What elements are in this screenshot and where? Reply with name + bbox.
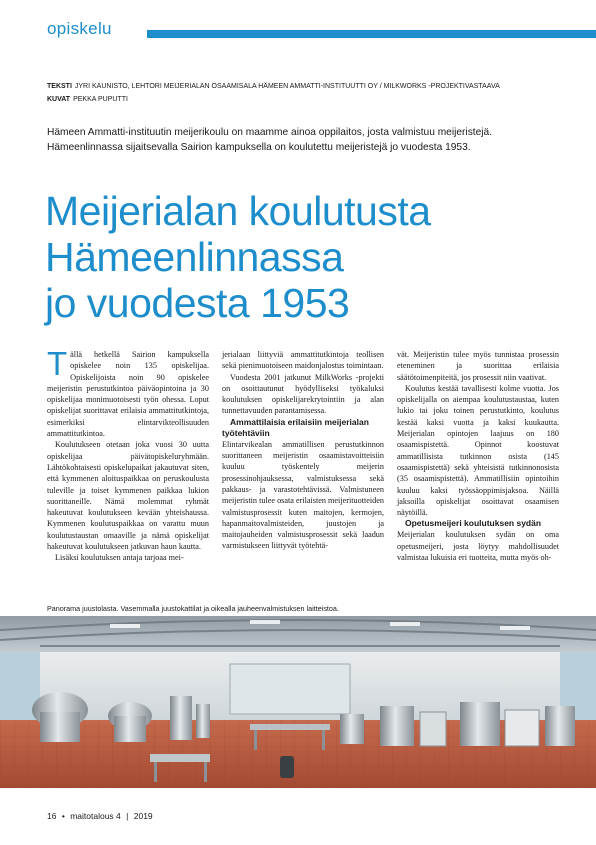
body-paragraph: Meijerialan koulutuksen sydän on oma opetusmeijeri, josta löytyy mahdollisuudet valmistaa lukuisia eri tuotteita, mutta myös oh-: [397, 530, 559, 563]
body-text: ällä hetkellä Sairion kampuksella opiskelee noin 135 opiskelijaa. Opiskelijoista noin 90 opiskelee meijeristin perustutkintoa päiväopintoina ja 30 opiskelijaa monimuotoisesti työn ohessa. Loput opiskelijat suorittavat erilaisia ammattitutkintoja, esimerkiksi elintarvikteollisuuden ammattitutkintoa.: [47, 350, 209, 439]
magazine-name: maitotalous 4: [70, 811, 121, 821]
page-footer: [47, 811, 153, 821]
body-paragraph: Koulutus kestää tavallisesti kolme vuotta. Jos opiskelijalla on aiempaa koulutustaustaa, kuten lukio tai joku toinen perustutkinto, koulutus kestää kaksi vuotta ja kaksi kuukautta. Meijerialan opintojen laajuus on 180 osaamispistettä. Opinnot koostuvat ammatillisista tutkinnon osista (145 osaamispistettä) sekä yhteisistä tutkinnonosista (35 osaamispistettä). Ammatillisiin opintoihin kuuluu kaksi työssäoppimisjaksoa. Näillä jaksoilla opiskelijat osoittavat osaamisen näytöillä.: [397, 383, 559, 518]
article-column-2: [222, 349, 384, 552]
body-paragraph: Vuodesta 2001 jatkunut MilkWorks -projekti on osoittautunut hyödylliseksi työkaluksi koulutuksen opiskelijarekrytointiin ja alan tunnettavuuden parantamisessa.: [222, 372, 384, 416]
text-credit: [47, 80, 500, 93]
body-paragraph: Koulutukseen otetaan joka vuosi 30 uutta opiskelijaa päivätopiskeluryhmään. Lähtökohtaisesti opiskelupaikat jakautuvat siten, että kymmenen aloituspaikkaa on peruskoulusta tuleville ja toiset kymmenen paikkaa lukion suorittaneille. Nämä molemmat ryhmät hakeutuvat koulutukseen kevään yhteishaussa. Kymmenen koulutuspaikkaa on varattu muun koulutustaustan omaaville ja nämä opiskelijat hakeutuvat koulutukseen jatkuvan haun kautta.: [47, 440, 209, 552]
section-label: opiskelu: [47, 19, 112, 38]
text-credit-value: JYRI KAUNISTO, LEHTORI MEIJERIALAN OSAAMISALA HÄMEEN AMMATTI-INSTITUUTTI OY / MILKWORKS -PROJEKTIVASTAAVA: [74, 83, 500, 90]
body-paragraph: [47, 345, 209, 439]
subheading: Ammattilaisia erilaisiin meijerialan työtehtäviin: [222, 416, 369, 438]
photo-credit-value: PEKKA PUPUTTI: [73, 96, 128, 103]
subheading: Opetusmeijeri koulutuksen sydän: [405, 518, 542, 529]
section-bar: [147, 30, 596, 38]
body-paragraph: Lisäksi koulutuksen antaja tarjoaa mei-: [55, 553, 184, 563]
headline-line-2: Hämeenlinnassa: [45, 234, 344, 280]
page-number: 16: [47, 811, 57, 821]
photo-caption: Panorama juustolasta. Vasemmalla juustokattilat ja oikealla jauheenvalmistuksen laitteistoa.: [47, 604, 339, 613]
article-column-3: [397, 349, 559, 563]
headline-line-1: Meijerialan koulutusta: [45, 188, 431, 234]
photo-credit: [47, 93, 500, 106]
text-credit-label: TEKSTI: [47, 83, 72, 90]
intro-paragraph: Hämeen Ammatti-instituutin meijerikoulu on maamme ainoa oppilaitos, josta valmistuu meijeristejä. Hämeenlinnassa sijaitsevalla Sairion kampuksella on koulutettu meijeristejä jo vuodesta 1953.: [47, 127, 493, 153]
dairy-hall-illustration: [0, 616, 596, 788]
footer-bullet: •: [61, 811, 65, 821]
headline: [45, 188, 565, 326]
footer-divider: |: [126, 811, 129, 821]
body-paragraph: jerialaan liittyviä ammattitutkintoja teollisen sekä pienimuotoiseen maidonjalostus toimintaan.: [222, 350, 384, 371]
drop-cap: T: [47, 345, 68, 382]
credits: [47, 80, 500, 106]
issue-year: 2019: [133, 811, 153, 821]
panorama-photo: [0, 616, 596, 788]
photo-credit-label: KUVAT: [47, 96, 71, 103]
headline-line-3: jo vuodesta 1953: [45, 280, 350, 326]
body-paragraph: vät. Meijeristin tulee myös tunnistaa prosessin eteneminen ja suorittaa erilaisia säätötoimenpiteitä, jos prosessit niin vaativat.: [397, 350, 559, 382]
body-paragraph: Elintarvikealan ammatillisen perustutkinnon suorittaneen meijeristin osaamistavoitteisiin kuuluu työskentely meijerin prosessinohjauksessa, valmistuksessa sekä pakkaus- ja varastotehtävissä. Valmistuneen meijeristin tulee osata erilaisten meijerituotteiden valmistusprosessit kuten maitojen, kermojen, hapanmaitovalmisteiden, juustojen ja maitojauheiden valmistusprosessit sekä laadun varmistukseen liittyvät työtehtä-: [222, 439, 384, 551]
article-column-1: [47, 345, 209, 564]
